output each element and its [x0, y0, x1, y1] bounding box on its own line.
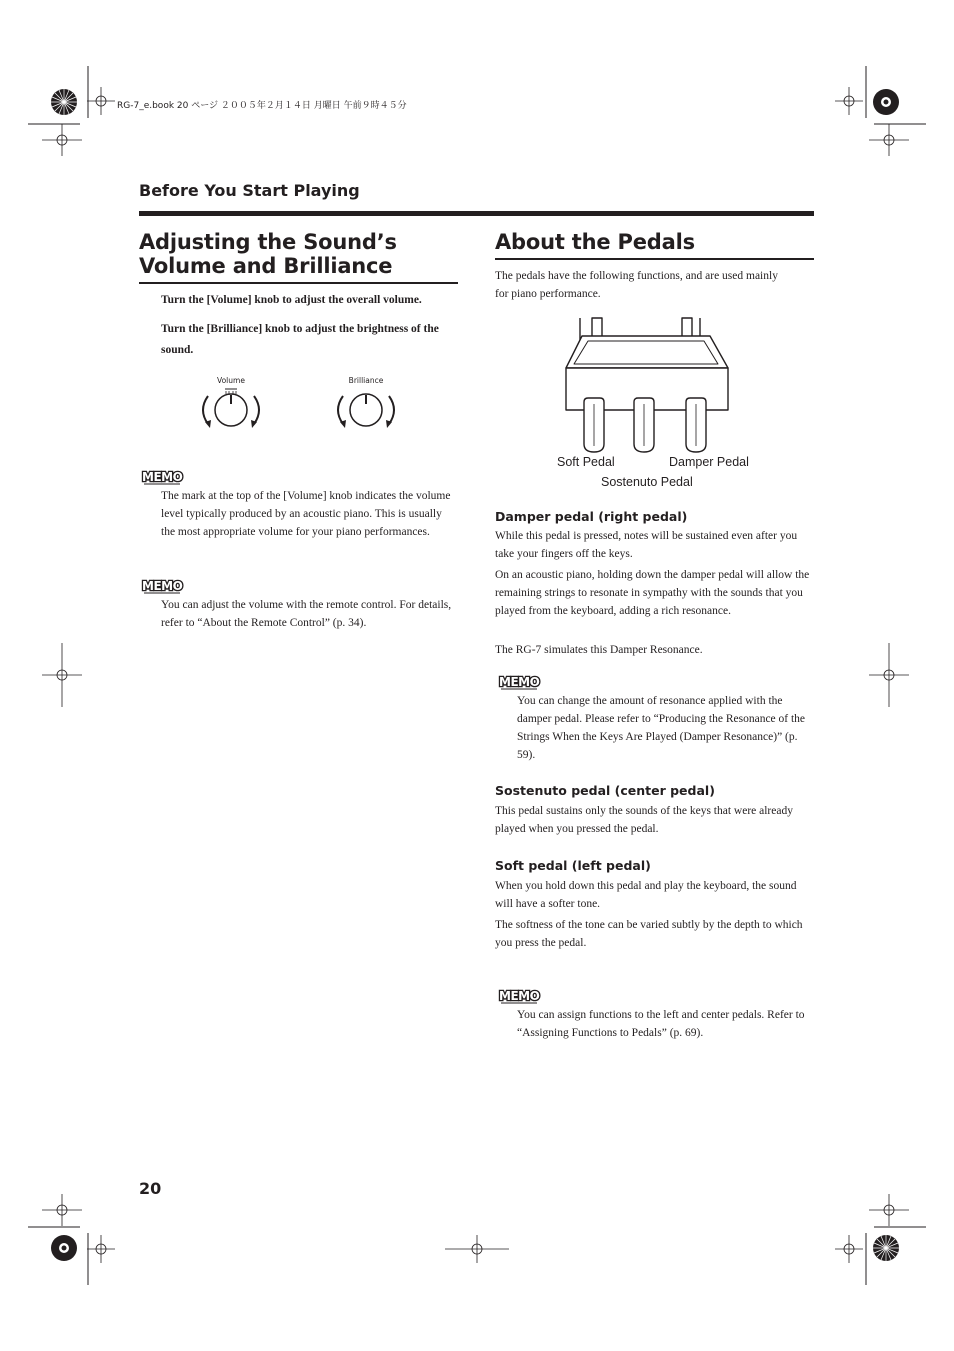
pedal-unit-illustration: [560, 316, 735, 454]
brilliance-knob-label: Brilliance: [348, 376, 384, 385]
volume-knob-icon: [196, 386, 268, 436]
file-header: RG-7_e.book 20 ページ ２００５年２月１４日 月曜日 午前９時４５分: [117, 101, 407, 111]
sostenuto-pedal-heading: Sostenuto pedal (center pedal): [495, 783, 715, 798]
damper-pedal-p3: The RG-7 simulates this Damper Resonance.: [495, 644, 703, 656]
volume-knob-label: Volume: [217, 376, 245, 385]
left-heading: [139, 230, 469, 278]
memo-label: MEMO: [142, 470, 183, 484]
right-heading-rule: [495, 258, 814, 260]
left-heading-line2: Volume and Brilliance: [139, 254, 393, 278]
section-title: Before You Start Playing: [139, 181, 360, 200]
damper-pedal-label: Damper Pedal: [669, 455, 749, 469]
memo-volume-mark: The mark at the top of the [Volume] knob indicates the volume level typically produced by an acoustic piano. This is usually the most appropriate volume for your piano performances.: [161, 490, 451, 538]
damper-pedal-heading: Damper pedal (right pedal): [495, 509, 688, 524]
soft-pedal-p1: When you hold down this pedal and play the keyboard, the sound will have a softer tone.: [495, 880, 797, 910]
soft-pedal-heading: Soft pedal (left pedal): [495, 858, 651, 873]
memo-icon: [140, 575, 186, 595]
memo-icon: [140, 466, 186, 486]
top-rule: [139, 211, 814, 216]
left-heading-line1: Adjusting the Sound’s: [139, 230, 397, 254]
soft-pedal-label: Soft Pedal: [557, 455, 615, 469]
memo-remote-control: You can adjust the volume with the remote control. For details, refer to “About the Remote Control” (p. 34).: [161, 599, 452, 629]
soft-pedal-p2: The softness of the tone can be varied subtly by the depth to which you press the pedal.: [495, 919, 803, 949]
damper-pedal-p1: While this pedal is pressed, notes will be sustained even after you take your fingers off the keys.: [495, 530, 798, 560]
damper-pedal-p2: On an acoustic piano, holding down the damper pedal will allow the remaining strings to resonate in sympathy with the sounds that you played from the keyboard, adding a rich resonance.: [495, 569, 810, 617]
brilliance-knob-icon: [331, 386, 403, 436]
step-volume: Turn the [Volume] knob to adjust the overall volume.: [161, 294, 422, 306]
memo-icon: [497, 985, 543, 1005]
memo-icon: [497, 671, 543, 691]
memo-label: MEMO: [499, 989, 540, 1003]
sostenuto-pedal-label: Sostenuto Pedal: [601, 475, 693, 489]
page-number: 20: [139, 1179, 162, 1198]
memo-assign-functions: You can assign functions to the left and center pedals. Refer to “Assigning Functions to Pedals” (p. 69).: [517, 1009, 805, 1039]
memo-label: MEMO: [499, 675, 540, 689]
left-heading-rule: [139, 282, 458, 284]
pedals-intro: The pedals have the following functions, and are used mainly for piano performance.: [495, 270, 778, 300]
right-heading: About the Pedals: [495, 230, 695, 254]
memo-damper-resonance: You can change the amount of resonance applied with the damper pedal. Please refer to “Producing the Resonance of the Strings When the Keys Are Played (Damper Resonance)” (p. 59).: [517, 695, 806, 761]
memo-label: MEMO: [142, 579, 183, 593]
step-brilliance: Turn the [Brilliance] knob to adjust the brightness of the sound.: [161, 323, 439, 356]
sostenuto-pedal-p1: This pedal sustains only the sounds of the keys that were already played when you pressed the pedal.: [495, 805, 793, 835]
